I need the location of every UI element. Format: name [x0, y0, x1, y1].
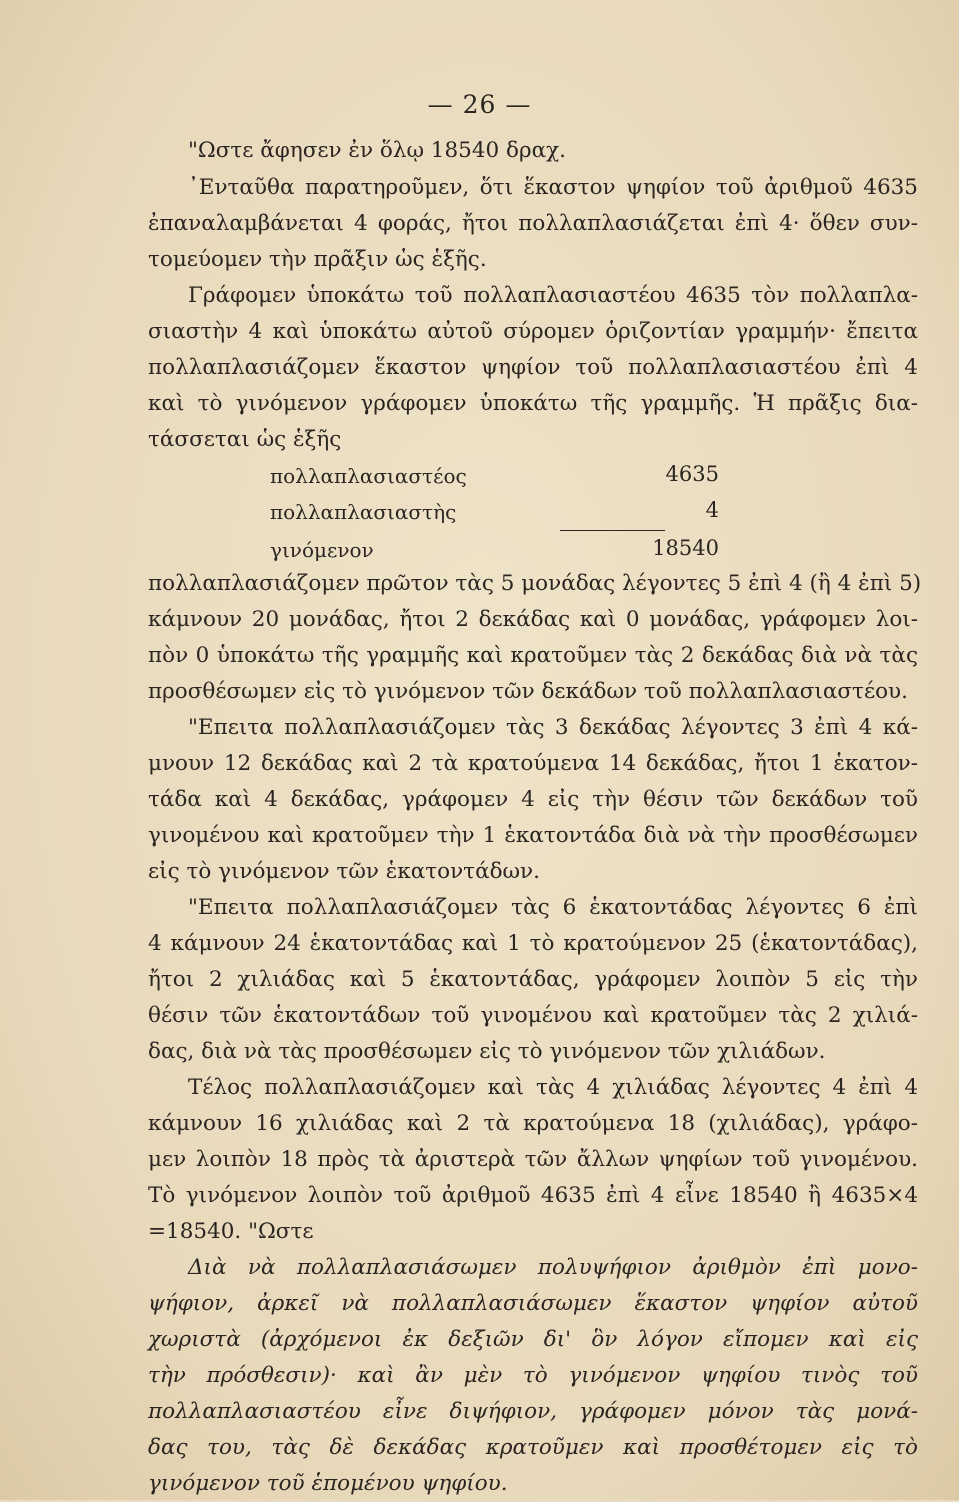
text-line: εἰς τὸ γινόμενον τῶν ἑκατοντάδων.: [148, 859, 540, 884]
product-value: 18540: [652, 536, 719, 560]
text-line: γινομένου καὶ κρατοῦμεν τὴν 1 ἑκατοντάδα διὰ νὰ τὴν προσθέσωμεν: [148, 823, 918, 848]
text-line: τομεύομεν τὴν πρᾶξιν ὡς ἑξῆς.: [148, 247, 487, 272]
page-number: — 26 —: [427, 90, 532, 119]
text-line: πολλαπλασιάζομεν ἕκαστον ψηφίον τοῦ πολλαπλασιαστέου ἐπὶ 4: [148, 355, 918, 380]
text-line: καὶ τὸ γινόμενον γράφομεν ὑποκάτω τῆς γραμμῆς. Ἡ πρᾶξις δια-: [148, 391, 918, 416]
text-line: πολλαπλασιάζομεν πρῶτον τὰς 5 μονάδας λέγοντες 5 ἐπὶ 4 (ἢ 4 ἐπὶ 5): [148, 571, 922, 596]
rule-line: πολλαπλασιαστέου εἶνε διψήφιον, γράφομεν μόνον τὰς μονά-: [148, 1399, 918, 1424]
text-line: μεν λοιπὸν 18 πρὸς τὰ ἀριστερὰ τῶν ἄλλων ψηφίων τοῦ γινομένου.: [148, 1147, 918, 1172]
text-line: ἤτοι 2 χιλιάδας καὶ 5 ἑκατοντάδας, γράφομεν λοιπὸν 5 εἰς τὴν: [148, 967, 918, 992]
rule-line: τὴν πρόσθεσιν)· καὶ ἂν μὲν τὸ γινόμενον ψηφίου τινὸς τοῦ: [148, 1363, 918, 1388]
rule-line: χωριστὰ (ἀρχόμενοι ἐκ δεξιῶν δι' ὃν λόγον εἴπομεν καὶ εἰς: [148, 1327, 918, 1352]
text-line: κάμνουν 20 μονάδας, ἤτοι 2 δεκάδας καὶ 0 μονάδας, γράφομεν λοι-: [148, 607, 918, 632]
rule-line: Διὰ νὰ πολλαπλασιάσωμεν πολυψήφιον ἀριθμὸν ἐπὶ μονο-: [188, 1255, 918, 1280]
text-line: πὸν 0 ὑποκάτω τῆς γραμμῆς καὶ κρατοῦμεν τὰς 2 δεκάδας διὰ νὰ τὰς: [148, 643, 918, 668]
multiplier-value: 4: [705, 498, 719, 522]
text-line: =18540. "Ωστε: [148, 1219, 314, 1244]
rule-line: γινόμενον τοῦ ἑπομένου ψηφίου.: [148, 1471, 508, 1496]
text-line: ᾿Ενταῦθα παρατηροῦμεν, ὅτι ἕκαστον ψηφίον τοῦ ἀριθμοῦ 4635: [188, 175, 918, 200]
text-line: προσθέσωμεν εἰς τὸ γινόμενον τῶν δεκάδων τοῦ πολλαπλασιαστέου.: [148, 679, 908, 704]
text-line: "Επειτα πολλαπλασιάζομεν τὰς 6 ἑκατοντάδας λέγοντες 6 ἐπὶ: [188, 895, 918, 920]
text-line: κάμνουν 16 χιλιάδας καὶ 2 τὰ κρατούμενα 18 (χιλιάδας), γράφο-: [148, 1111, 918, 1136]
text-line: Τὸ γινόμενον λοιπὸν τοῦ ἀριθμοῦ 4635 ἐπὶ 4 εἶνε 18540 ἢ 4635×4: [148, 1183, 918, 1208]
rule-line: ψήφιον, ἀρκεῖ νὰ πολλαπλασιάσωμεν ἕκαστον ψηφίον αὐτοῦ: [148, 1291, 918, 1316]
multiplication-rule-line: [560, 530, 665, 531]
text-line: "Ωστε ἄφησεν ἐν ὅλῳ 18540 δραχ.: [188, 138, 567, 163]
text-line: τάσσεται ὡς ἑξῆς: [148, 427, 342, 452]
text-line: Γράφομεν ὑποκάτω τοῦ πολλαπλασιαστέου 4635 τὸν πολλαπλα-: [188, 283, 918, 308]
multiplicand-value: 4635: [665, 462, 719, 486]
text-line: δας, διὰ νὰ τὰς προσθέσωμεν εἰς τὸ γινόμενον τῶν χιλιάδων.: [148, 1039, 826, 1064]
text-line: σιαστὴν 4 καὶ ὑποκάτω αὐτοῦ σύρομεν ὁριζοντίαν γραμμήν· ἔπειτα: [148, 319, 918, 344]
text-line: 4 κάμνουν 24 ἑκατοντάδας καὶ 1 τὸ κρατούμενον 25 (ἑκατοντάδας),: [148, 931, 918, 956]
text-line: Τέλος πολλαπλασιάζομεν καὶ τὰς 4 χιλιάδας λέγοντες 4 ἐπὶ 4: [188, 1075, 918, 1100]
text-line: τάδα καὶ 4 δεκάδας, γράφομεν 4 εἰς τὴν θέσιν τῶν δεκάδων τοῦ: [148, 787, 918, 812]
multiplier-label: πολλαπλασιαστὴς: [270, 500, 457, 524]
product-label: γινόμενον: [270, 538, 374, 562]
rule-line: δας του, τὰς δὲ δεκάδας κρατοῦμεν καὶ προσθέτομεν εἰς τὸ: [148, 1435, 918, 1460]
text-line: θέσιν τῶν ἑκατοντάδων τοῦ γινομένου καὶ κρατοῦμεν τὰς 2 χιλιά-: [148, 1003, 918, 1028]
multiplicand-label: πολλαπλασιαστέος: [270, 464, 467, 488]
text-line: "Επειτα πολλαπλασιάζομεν τὰς 3 δεκάδας λέγοντες 3 ἐπὶ 4 κά-: [188, 715, 918, 740]
text-line: ἐπαναλαμβάνεται 4 φοράς, ἤτοι πολλαπλασιάζεται ἐπὶ 4· ὅθεν συν-: [148, 211, 918, 236]
text-line: μνουν 12 δεκάδας καὶ 2 τὰ κρατούμενα 14 δεκάδας, ἤτοι 1 ἑκατον-: [148, 751, 918, 776]
